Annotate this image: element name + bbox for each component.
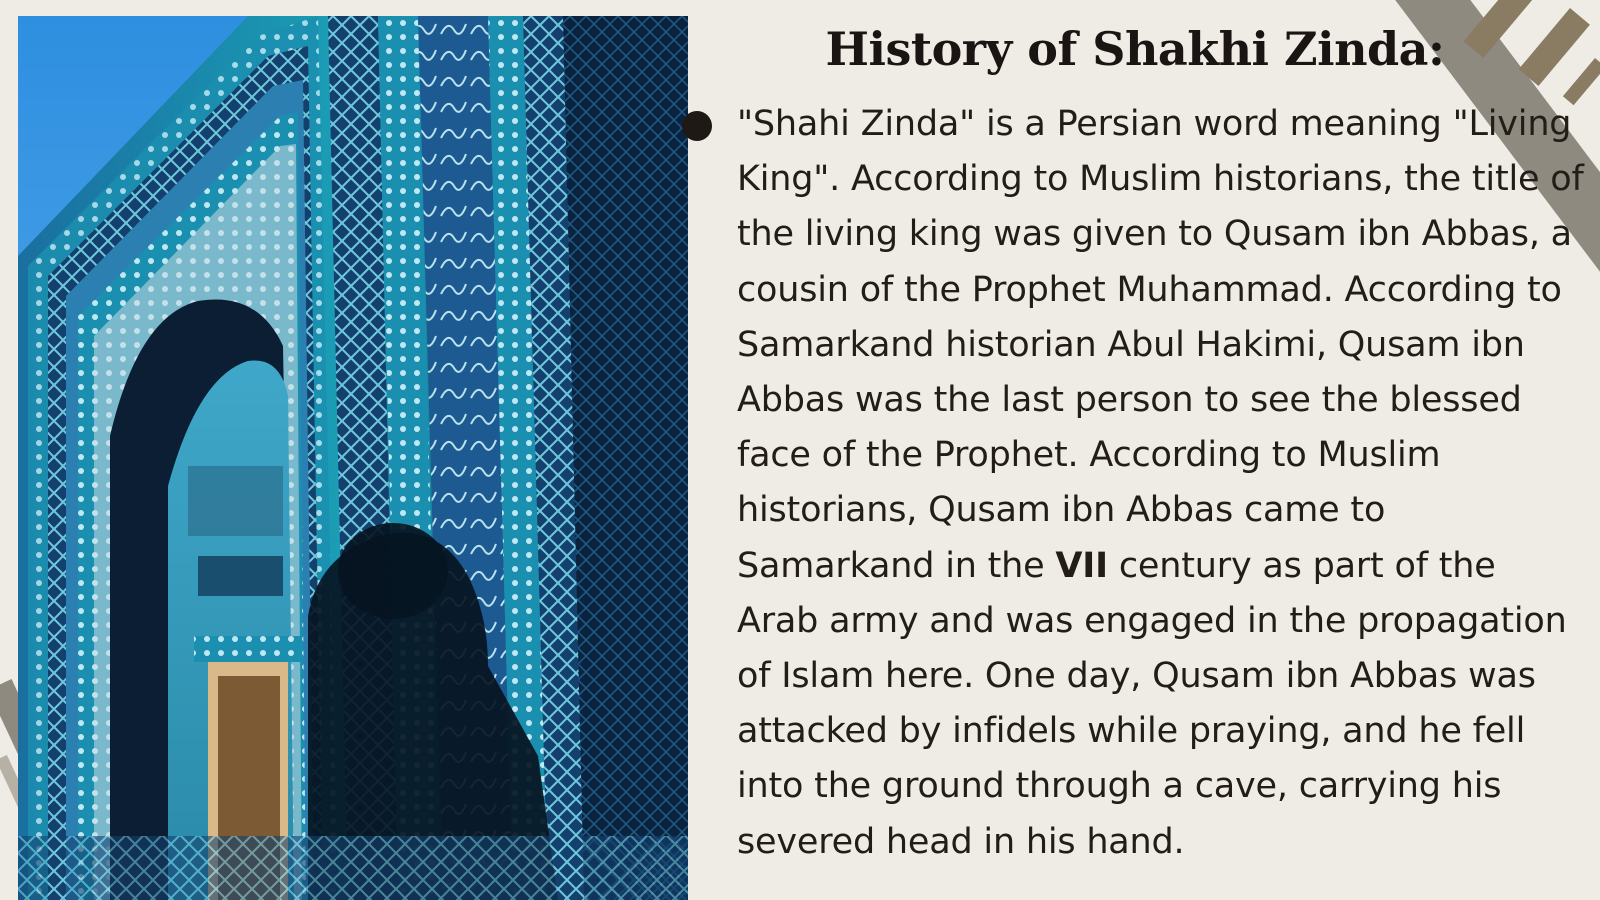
paragraph-text-start: "Shahi Zinda" is a Persian word meaning "Living King". According to Muslim historians, the title of the living king was given to Qusam ibn Abbas, a cousin of the Prophet Muhammad. According to Samarkand historian Abul Hakimi, Qusam ibn Abbas was the last person to see the blessed face of the Prophet. According to Muslim historians, Qusam ibn Abbas came to Samarkand in the	[737, 104, 1584, 586]
tiled-portal-illustration	[18, 16, 688, 900]
filled-circle-bullet-icon	[682, 111, 712, 141]
history-paragraph	[737, 97, 1587, 870]
century-numeral: VII	[1055, 545, 1108, 586]
portal-photo	[18, 16, 688, 900]
paragraph-text-end: century as part of the Arab army and was engaged in the propagation of Islam here. One day, Qusam ibn Abbas was attacked by infidels while praying, and he fell into the ground through a cave, carrying his severed head in his hand.	[737, 545, 1567, 862]
slide-title: History of Shakhi Zinda:	[825, 22, 1445, 76]
